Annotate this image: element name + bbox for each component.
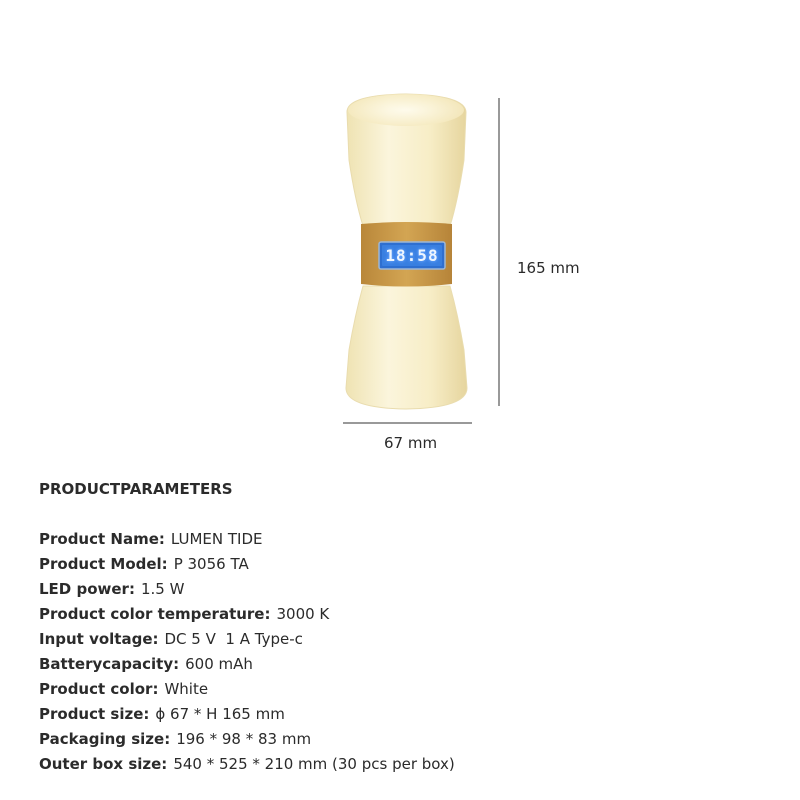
spec-value: 3000 K xyxy=(276,605,330,623)
spec-label: Outer box size: xyxy=(39,755,168,773)
spec-value: ϕ 67 * H 165 mm xyxy=(155,705,285,723)
clock-readout: 18:58 xyxy=(385,246,439,265)
spec-row-product-name xyxy=(39,529,455,554)
spec-value: 1.5 W xyxy=(140,580,185,598)
spec-row-packaging-size xyxy=(39,729,455,754)
spec-row-product-size xyxy=(39,704,455,729)
spec-value: 540 * 525 * 210 mm (30 pcs per box) xyxy=(173,755,455,773)
spec-value: White xyxy=(164,680,209,698)
lamp-top xyxy=(348,94,464,126)
spec-label: Product size: xyxy=(39,705,150,723)
spec-label: Input voltage: xyxy=(39,630,159,648)
height-dimension-label: 165 mm xyxy=(517,259,580,277)
spec-value: LUMEN TIDE xyxy=(170,530,263,548)
spec-label: Product Name: xyxy=(39,530,165,548)
spec-row-input-voltage xyxy=(39,629,455,654)
spec-label: Batterycapacity: xyxy=(39,655,180,673)
spec-row-led-power xyxy=(39,579,455,604)
lower-shade xyxy=(346,286,467,409)
spec-label: LED power: xyxy=(39,580,135,598)
spec-label: Product color: xyxy=(39,680,159,698)
spec-value: DC 5 V 1 A Type-c xyxy=(164,630,303,648)
spec-value: P 3056 TA xyxy=(173,555,249,573)
spec-row-product-color xyxy=(39,679,455,704)
spec-value: 196 * 98 * 83 mm xyxy=(176,730,312,748)
spec-value: 600 mAh xyxy=(185,655,253,673)
spec-row-product-model xyxy=(39,554,455,579)
spec-row-battery-capacity xyxy=(39,654,455,679)
spec-label: Packaging size: xyxy=(39,730,171,748)
spec-label: Product color temperature: xyxy=(39,605,271,623)
spec-row-color-temperature xyxy=(39,604,455,629)
spec-label: Product Model: xyxy=(39,555,168,573)
parameters-title: PRODUCTPARAMETERS xyxy=(39,480,233,498)
parameters-list xyxy=(39,529,455,779)
spec-row-outer-box-size xyxy=(39,754,455,779)
width-dimension-label: 67 mm xyxy=(384,434,438,452)
